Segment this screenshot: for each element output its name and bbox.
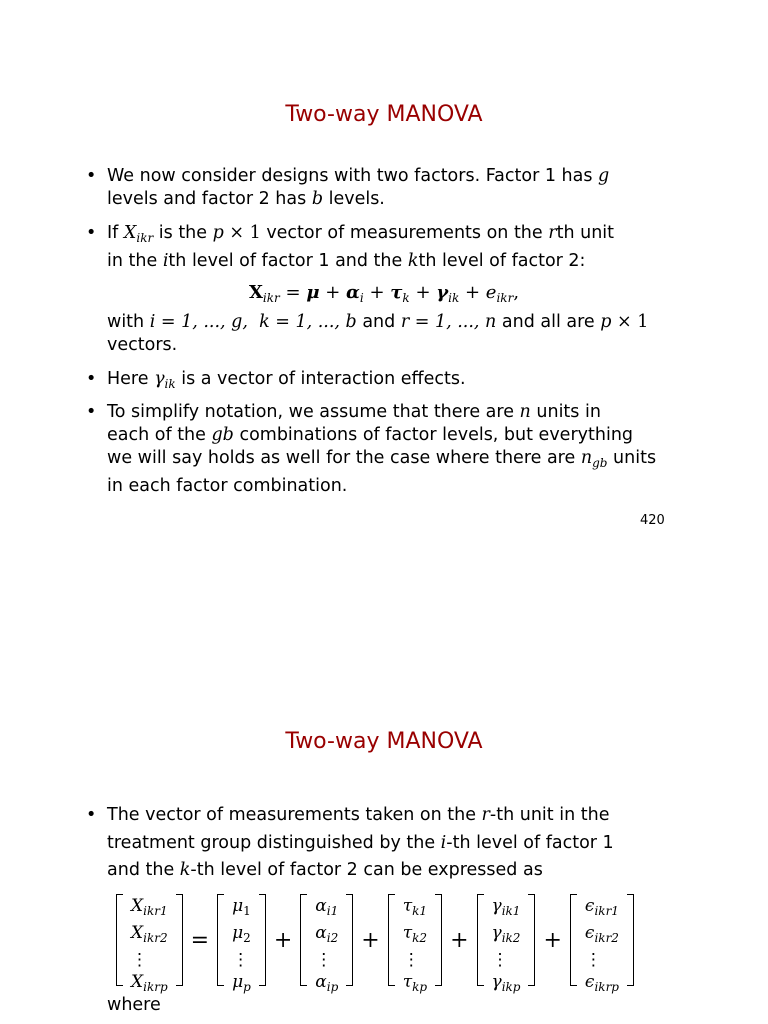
plus-sign: + <box>543 927 562 953</box>
page-number: 420 <box>640 513 665 528</box>
matrix-x: $X_{ikr1}$ $X_{ikr2}$ ⋮ $X_{ikrp}$ <box>116 894 183 986</box>
model-equation: $X_{ikr} = \mu + \alpha_i + \tau_k + \gamma_{ik} + e_{ikr}$, <box>248 282 520 305</box>
bullet-dot: • <box>86 402 97 422</box>
plus-sign: + <box>273 927 293 953</box>
where-text: where <box>107 995 161 1015</box>
matrix-mu: $\mu_1$ $\mu_2$ ⋮ $\mu_p$ <box>217 894 266 986</box>
slide1-title: Two-way MANOVA <box>285 102 483 127</box>
plus-sign: + <box>450 927 469 953</box>
slide1-bullet-1: • We now consider designs with two factors. Factor 1 has g levels and factor 2 has b levels. <box>86 166 610 209</box>
matrix-alpha: $\alpha_{i1}$ $\alpha_{i2}$ ⋮ $\alpha_{ip}$ <box>300 894 353 986</box>
matrix-tau: $\tau_{k1}$ $\tau_{k2}$ ⋮ $\tau_{kp}$ <box>388 894 442 986</box>
matrix-equation <box>116 892 634 994</box>
bullet-dot: • <box>86 166 97 186</box>
slide1-bullet-2: • If $X_{ikr}$ is the p × 1 vector of measurements on the rth unit in the ith level of factor 1 and the kth level of factor 2: <box>86 223 615 271</box>
with-line: with i = 1, ..., g, k = 1, ..., b and r = 1, ..., n and all are p × 1 vectors. <box>107 312 649 355</box>
equals-sign: = <box>190 927 210 953</box>
slide2-bullet-1: • The vector of measurements taken on the r-th unit in the treatment group distinguished by the i-th level of factor 1 and the k-th level of factor 2 can be expressed as <box>86 802 698 885</box>
bullet-dot: • <box>86 369 97 389</box>
bullet-dot: • <box>86 223 97 243</box>
slide1-bullet-3: • Here $\gamma_{ik}$ is a vector of interaction effects. <box>86 369 466 391</box>
slide1-bullet-4: • To simplify notation, we assume that there are n units in each of the gb combinations of factor levels, but everything we will say holds as well for the case where there are $n_{gb}$ units in each factor combination. <box>86 402 657 496</box>
plus-sign: + <box>361 927 380 953</box>
matrix-epsilon: $\epsilon_{ikr1}$ $\epsilon_{ikr2}$ ⋮ $\epsilon_{ikrp}$ <box>570 894 634 986</box>
slide2-title: Two-way MANOVA <box>285 729 483 754</box>
matrix-gamma: $\gamma_{ik1}$ $\gamma_{ik2}$ ⋮ $\gamma_{ikp}$ <box>477 894 536 986</box>
bullet-dot: • <box>86 805 97 825</box>
